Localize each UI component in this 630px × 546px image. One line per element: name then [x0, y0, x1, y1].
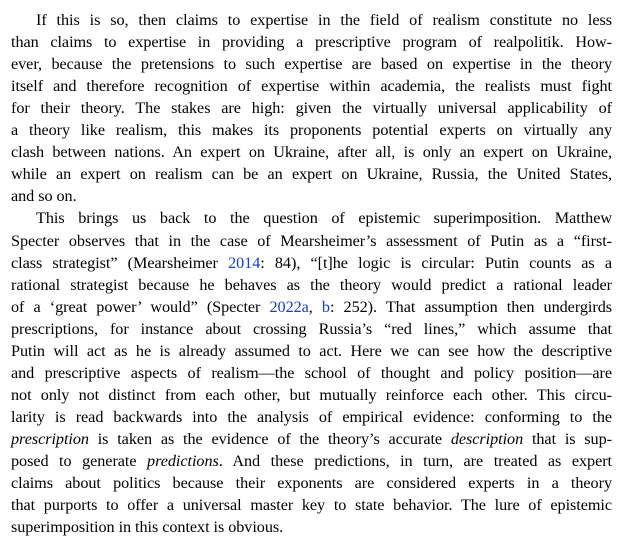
emphasis-text: predictions — [147, 452, 219, 470]
text-line — [11, 428, 612, 450]
text-line — [11, 141, 612, 163]
line-text: that is sup- — [523, 429, 612, 448]
text-line — [11, 384, 612, 406]
line-text: superimposition in this context is obvious. — [11, 518, 284, 537]
line-text: that purports to offer a universal master key to state behavior. The lure of epistemic — [11, 496, 612, 515]
line-text: Specter observes that in the case of Mearsheimer’s assessment of Putin as a “first- — [11, 231, 612, 250]
line-text: : 252). That assumption then undergirds — [329, 297, 612, 316]
text-line — [11, 53, 612, 75]
citation-link[interactable]: b — [321, 297, 330, 316]
line-text: for their theory. The stakes are high: given the virtually universal applicability of — [11, 99, 612, 118]
line-text: . And these predictions, in turn, are treated as expert — [218, 452, 612, 470]
text-line — [11, 97, 612, 119]
citation-link[interactable]: 2014 — [228, 253, 261, 272]
text-line — [11, 516, 612, 538]
line-text: a theory like realism, this makes its proponents potential experts on virtually any — [11, 121, 612, 140]
text-line — [11, 362, 612, 384]
line-text: larity is read backwards into the analysis of empirical evidence: conforming to the — [11, 407, 612, 426]
line-text: Putin will act as he is already assumed to act. Here we can see how the descriptive — [11, 341, 612, 360]
line-text: of a ‘great power’ would” (Specter — [11, 297, 270, 316]
text-line — [11, 494, 612, 516]
line-text: clash between nations. An expert on Ukraine, after all, is only an expert on Ukraine, — [11, 143, 612, 162]
text-line — [11, 163, 612, 185]
line-text: prescriptions, for instance about crossing Russia’s “red lines,” which assume that — [11, 319, 612, 338]
line-text: claims about politics because their exponents are considered experts in a theory — [11, 474, 612, 493]
text-line — [11, 450, 612, 472]
text-line — [11, 340, 612, 362]
text-line — [11, 472, 612, 494]
text-line — [11, 406, 612, 428]
text-line — [11, 274, 612, 296]
text-line — [11, 185, 612, 207]
line-text: rational strategist because he behaves as the theory would predict a rational leader — [11, 275, 612, 294]
text-line — [11, 252, 612, 274]
text-line — [11, 9, 612, 31]
text-line — [11, 207, 612, 229]
text-line — [11, 296, 612, 318]
text-line — [11, 31, 612, 53]
line-text: This brings us back to the question of epistemic superimposition. Matthew — [36, 209, 612, 228]
text-line — [11, 119, 612, 141]
line-text: than claims to expertise in providing a prescriptive program of realpolitik. How- — [11, 33, 612, 52]
line-text: , — [308, 297, 322, 316]
line-text: posed to generate — [11, 452, 148, 470]
emphasis-text: prescription — [11, 429, 89, 448]
emphasis-text: description — [450, 429, 524, 448]
line-text: If this is so, then claims to expertise in the field of realism constitute no less — [36, 11, 612, 29]
line-text: and prescriptive aspects of realism—the school of thought and policy position—are — [11, 363, 612, 382]
line-text: itself and therefore recognition of expertise within academia, the realists must fight — [11, 77, 612, 96]
line-text: while an expert on realism can be an expert on Ukraine, Russia, the United States, — [11, 165, 612, 184]
line-text: is taken as the evidence of the theory’s accurate — [88, 429, 451, 448]
line-text: class strategist” (Mearsheimer — [11, 253, 229, 272]
line-text: ever, because the pretensions to such expertise are based on expertise in the theory — [11, 55, 612, 74]
line-text: and so on. — [11, 187, 77, 206]
line-text: : 84), “[t]he logic is circular: Putin counts as a — [260, 253, 612, 272]
text-line — [11, 75, 612, 97]
line-text: not only not distinct from each other, but mutually reinforce each other. This circu- — [11, 385, 612, 404]
citation-link[interactable]: 2022a — [269, 297, 309, 316]
text-line — [11, 318, 612, 340]
text-line — [11, 230, 612, 252]
